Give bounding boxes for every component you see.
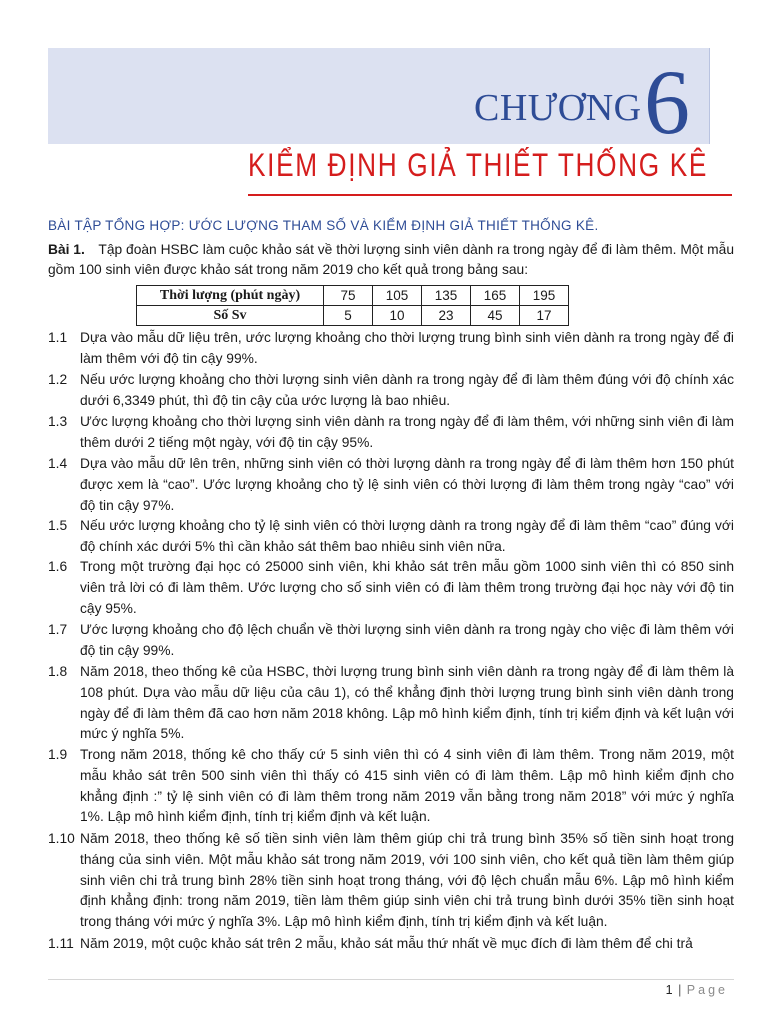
- question-text: Năm 2018, theo thống kê của HSBC, thời lượng trung bình sinh viên dành ra trong ngày để đi làm thêm là 108 phút. Dựa vào mẫu dữ liệu của câu 1), có thể khẳng định thời lượng trung bình sinh viên dành trong ngày để đi làm thêm đã cao hơn năm 2018 không. Lập mô hình kiểm định, tính trị kiểm định và kết luận với mức ý nghĩa 5%.: [80, 664, 734, 742]
- question-item: [48, 745, 734, 828]
- question-number: 1.7: [48, 622, 68, 637]
- table-cell: 165: [471, 286, 520, 306]
- question-text: Trong một trường đại học có 25000 sinh viên, khi khảo sát trên mẫu gồm 1000 sinh viên thì có 850 sinh viên trả lời có đi làm thêm. Ước lượng cho số sinh viên có đi làm thêm trong trường đại học này với độ tin cậy 95%.: [80, 559, 734, 616]
- footer-separator: |: [678, 983, 683, 997]
- question-number: 1.4: [48, 456, 68, 471]
- table-cell: 23: [422, 306, 471, 326]
- table-cell: 45: [471, 306, 520, 326]
- chapter-title: KIỂM ĐỊNH GIẢ THIẾT THỐNG KÊ: [248, 147, 708, 183]
- table-cell: 135: [422, 286, 471, 306]
- question-text: Dựa vào mẫu dữ liệu trên, ước lượng khoảng cho thời lượng trung bình sinh viên dành ra trong ngày để đi làm thêm với độ tin cậy 99%.: [80, 330, 734, 366]
- question-number: 1.9: [48, 747, 68, 762]
- question-item: [48, 412, 734, 454]
- chapter-label: CHƯƠNG: [474, 87, 642, 129]
- question-number: 1.3: [48, 414, 68, 429]
- question-number: 1.1: [48, 330, 68, 345]
- table-row: [137, 306, 569, 326]
- table-cell: 17: [520, 306, 569, 326]
- table-cell: 10: [373, 306, 422, 326]
- table-row-header: Thời lượng (phút ngày): [137, 286, 324, 306]
- question-text: Năm 2018, theo thống kê số tiền sinh viên làm thêm giúp chi trả trung bình 35% số tiền sinh hoạt trong tháng của sinh viên. Một mẫu khảo sát trong năm 2019, với 100 sinh viên, cho kết quả tiền làm thêm giúp sinh viên chi trả trung bình 28% tiền sinh hoạt trong tháng, với độ lệch chuẩn mẫu 6%. Lập mô hình kiểm định khẳng định: trong năm 2019, tiền làm thêm giúp sinh viên chi trả trung bình dưới 35% tiền sinh hoạt trong tháng với mức ý nghĩa 3%. Lập mô hình kiểm định, tính trị kiểm định và kết luận.: [80, 831, 734, 930]
- page-footer: [666, 983, 728, 997]
- question-item: [48, 829, 734, 933]
- question-number: 1.5: [48, 518, 68, 533]
- question-number: 1.6: [48, 559, 68, 574]
- title-underline: [248, 194, 732, 196]
- exercise-intro: [48, 240, 734, 280]
- question-item: [48, 454, 734, 516]
- section-heading: BÀI TẬP TỔNG HỢP: ƯỚC LƯỢNG THAM SỐ VÀ KIỂM ĐỊNH GIẢ THIẾT THỐNG KÊ.: [48, 218, 599, 233]
- page-number: 1: [665, 983, 674, 997]
- question-item: [48, 662, 734, 745]
- question-item: [48, 557, 734, 619]
- exercise-label: Bài 1.: [48, 242, 85, 257]
- chapter-number: 6: [644, 51, 690, 153]
- question-number: 1.10: [48, 831, 75, 846]
- footer-divider: [48, 979, 734, 980]
- question-text: Nếu ước lượng khoảng cho thời lượng sinh viên dành ra trong ngày để đi làm thêm đúng với độ chính xác dưới 6,3349 phút, thì độ tin cậy của ước lượng là bao nhiêu.: [80, 372, 734, 408]
- page-label: Page: [686, 983, 728, 997]
- question-text: Nếu ước lượng khoảng cho tỷ lệ sinh viên có thời lượng dành ra trong ngày để đi làm thêm “cao” đúng với độ chính xác dưới 5% thì cần khảo sát thêm bao nhiêu sinh viên nữa.: [80, 518, 734, 554]
- question-item: [48, 934, 734, 955]
- question-number: 1.2: [48, 372, 68, 387]
- question-number: 1.11: [48, 936, 74, 951]
- table-cell: 75: [324, 286, 373, 306]
- question-item: [48, 370, 734, 412]
- question-item: [48, 328, 734, 370]
- question-number: 1.8: [48, 664, 68, 679]
- question-text: Ước lượng khoảng cho độ lệch chuẩn về thời lượng sinh viên dành ra trong ngày cho việc đi làm thêm với độ tin cậy 99%.: [80, 622, 734, 658]
- question-text: Dựa vào mẫu dữ lên trên, những sinh viên có thời lượng dành ra trong ngày để đi làm thêm hơn 150 phút được xem là “cao”. Ước lượng khoảng cho tỷ lệ sinh viên có thời lượng đi làm thêm trong ngày “cao” với độ tin cậy 97%.: [80, 456, 734, 513]
- table-cell: 195: [520, 286, 569, 306]
- question-text: Trong năm 2018, thống kê cho thấy cứ 5 sinh viên thì có 4 sinh viên đi làm thêm. Trong năm 2019, một mẫu khảo sát trên 500 sinh viên thì thấy có 415 sinh viên có đi làm thêm. Lập mô hình kiểm định cho khẳng định :” tỷ lệ sinh viên có đi làm thêm trong năm 2019 vẫn bằng trong năm 2018” với mức ý nghĩa 1%. Lập mô hình kiểm định, tính trị kiểm định và kết luận.: [80, 747, 734, 825]
- table-cell: 105: [373, 286, 422, 306]
- table-row: [137, 286, 569, 306]
- question-text: Năm 2019, một cuộc khảo sát trên 2 mẫu, khảo sát mẫu thứ nhất về mục đích đi làm thêm để chi trả: [80, 936, 693, 951]
- question-text: Ước lượng khoảng cho thời lượng sinh viên dành ra trong ngày để đi làm thêm, với những sinh viên đi làm thêm dưới 2 tiếng một ngày, với độ tin cậy 95%.: [80, 414, 734, 450]
- exercise-intro-text: Tập đoàn HSBC làm cuộc khảo sát về thời lượng sinh viên dành ra trong ngày để đi làm thêm. Một mẫu gồm 100 sinh viên được khảo sát trong năm 2019 cho kết quả trong bảng sau:: [48, 242, 734, 277]
- table-row-header: Số Sv: [137, 306, 324, 326]
- question-item: [48, 620, 734, 662]
- table-cell: 5: [324, 306, 373, 326]
- question-item: [48, 516, 734, 558]
- data-table: [136, 285, 569, 326]
